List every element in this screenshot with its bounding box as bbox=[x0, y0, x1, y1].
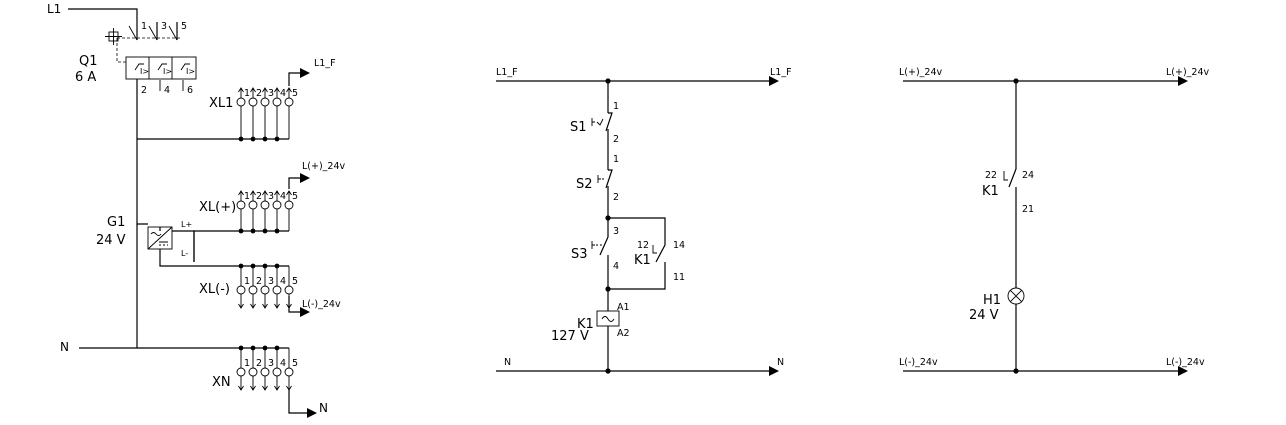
g1-name: G1 bbox=[107, 215, 126, 230]
s3-pin-4: 4 bbox=[613, 261, 620, 272]
terminal-strip-xlm bbox=[199, 264, 341, 317]
xlm-bus bbox=[160, 249, 289, 266]
xl(-)-pin-label-1: 1 bbox=[244, 276, 251, 287]
k1-coil-symbol bbox=[602, 317, 614, 322]
l1-wire bbox=[68, 9, 137, 40]
xl(-)-pin-label-4: 4 bbox=[280, 276, 287, 287]
s2-pin-2: 2 bbox=[613, 192, 620, 203]
k1-hold-pin-12: 12 bbox=[637, 240, 650, 251]
k1-coil-rating: 127 V bbox=[551, 329, 589, 344]
xl(-)-pin-label-5: 5 bbox=[292, 276, 299, 287]
h1-rating: 24 V bbox=[969, 308, 999, 323]
s1-actuator bbox=[592, 118, 603, 126]
xl(+)-terminal-1 bbox=[237, 201, 245, 209]
control-bottom-left-label: N bbox=[504, 357, 512, 368]
xn-pin-label-3: 3 bbox=[268, 358, 275, 369]
xl1-lead-4 bbox=[275, 88, 280, 98]
g1-dc-symbol bbox=[159, 242, 168, 245]
signal-section bbox=[899, 67, 1210, 376]
xl(+)-bus-dot-2 bbox=[251, 229, 256, 234]
k1-signal-mark bbox=[1004, 171, 1008, 180]
xl1-terminal-1 bbox=[237, 98, 245, 106]
xl(-)-bus-dot-3 bbox=[263, 264, 268, 269]
xlp-output-wire bbox=[289, 178, 300, 189]
q1-pin-2: 2 bbox=[141, 85, 148, 96]
k1-signal-pin-24: 24 bbox=[1022, 170, 1035, 181]
k1-hold-contact bbox=[608, 218, 685, 289]
s3-contact bbox=[600, 218, 608, 289]
xlm-output-wire bbox=[289, 296, 300, 312]
g1-plus-wire bbox=[160, 227, 194, 262]
xn-bus-dot-2 bbox=[251, 346, 256, 351]
s2-actuator bbox=[598, 175, 604, 183]
control-top-right-label: L1_F bbox=[770, 67, 792, 78]
terminal-strip-xlp bbox=[199, 161, 346, 233]
q1-to-g1-wire bbox=[137, 79, 148, 224]
l1-label: L1 bbox=[47, 2, 62, 16]
g1-rating: 24 V bbox=[96, 233, 126, 248]
xn-output-wire bbox=[289, 390, 307, 413]
xl(-)-bus-dot-2 bbox=[251, 264, 256, 269]
xl(+)-lead-3 bbox=[263, 191, 268, 201]
k1-coil bbox=[551, 289, 630, 371]
s2-contact bbox=[606, 162, 612, 218]
xn-pin-label-5: 5 bbox=[292, 358, 299, 369]
xl(+)-lead-5 bbox=[287, 191, 292, 201]
xl(+)-terminal-2 bbox=[249, 201, 257, 209]
q1-breaker bbox=[75, 21, 196, 96]
g1-power-supply bbox=[96, 215, 192, 258]
xl(+)-pin-label-1: 1 bbox=[244, 191, 251, 202]
xlm-output-label: L(-)_24v bbox=[302, 299, 341, 310]
q1-pin-5: 5 bbox=[181, 21, 188, 32]
xn-name: XN bbox=[212, 375, 231, 390]
s3-actuator bbox=[592, 241, 602, 249]
k1-hold-pin-14: 14 bbox=[673, 240, 686, 251]
xl1-lead-1 bbox=[239, 88, 244, 98]
signal-top-left-label: L(+)_24v bbox=[899, 67, 943, 78]
xn-pin-label-1: 1 bbox=[244, 358, 251, 369]
xl(+)-pin-label-4: 4 bbox=[280, 191, 287, 202]
xl1-bus-dot-1 bbox=[239, 137, 244, 142]
xl(+)-bus-dot-3 bbox=[263, 229, 268, 234]
xl(+)-terminal-5 bbox=[285, 201, 293, 209]
k1-coil-pin-a2: A2 bbox=[617, 328, 630, 339]
xn-terminal-2 bbox=[249, 368, 257, 376]
g1-minus-label: L- bbox=[181, 249, 189, 258]
xl1-lead-3 bbox=[263, 88, 268, 98]
k1-hold-mark bbox=[653, 245, 657, 253]
s3-pin-3: 3 bbox=[613, 226, 620, 237]
xl1-bus-dot-3 bbox=[263, 137, 268, 142]
control-section bbox=[496, 67, 792, 376]
xl(-)-bus-dot-1 bbox=[239, 264, 244, 269]
xl(-)-terminal-3 bbox=[261, 286, 269, 294]
xl1-output-wire bbox=[289, 73, 300, 86]
s1-stop-button bbox=[570, 81, 619, 162]
k1-signal-pin-22: 22 bbox=[985, 170, 998, 181]
q1-pin-6: 6 bbox=[187, 85, 194, 96]
terminal-strip-xl1 bbox=[209, 58, 336, 141]
xl(-)-terminal-4 bbox=[273, 286, 281, 294]
n-label: N bbox=[60, 340, 69, 354]
k1-signal-contact bbox=[982, 81, 1034, 288]
xl(-)-terminal-5 bbox=[285, 286, 293, 294]
terminal-strip-xn bbox=[212, 346, 328, 418]
xl(+)-pin-label-5: 5 bbox=[292, 191, 299, 202]
q1-handle-cross bbox=[105, 28, 122, 45]
k1-coil-pin-a1: A1 bbox=[617, 302, 630, 313]
xl1-terminal-5 bbox=[285, 98, 293, 106]
xl(+)-lead-1 bbox=[239, 191, 244, 201]
q1-trip-symbol-1: I> bbox=[140, 67, 150, 76]
xl1-lead-2 bbox=[251, 88, 256, 98]
xlp-output-label: L(+)_24v bbox=[302, 161, 346, 172]
k1-hold-name: K1 bbox=[634, 253, 651, 268]
xl(+)-bus-dot-1 bbox=[239, 229, 244, 234]
xn-terminal-3 bbox=[261, 368, 269, 376]
h1-lamp bbox=[969, 288, 1024, 371]
xl1-pin-label-1: 1 bbox=[244, 88, 251, 99]
xl1-terminal-3 bbox=[261, 98, 269, 106]
signal-bottom-left-label: L(-)_24v bbox=[899, 357, 938, 368]
xl1-pin-label-3: 3 bbox=[268, 88, 275, 99]
xl1-output-label: L1_F bbox=[314, 58, 336, 69]
k1-signal-pin-21: 21 bbox=[1022, 204, 1035, 215]
xlp-bus bbox=[194, 231, 289, 262]
s1-pin-2: 2 bbox=[613, 134, 620, 145]
q1-name: Q1 bbox=[79, 54, 98, 69]
control-top-left-label: L1_F bbox=[496, 67, 518, 78]
xl1-lead-5 bbox=[287, 88, 292, 98]
xl(-)-bus-dot-4 bbox=[275, 264, 280, 269]
xl1-pin-label-4: 4 bbox=[280, 88, 287, 99]
s2-pin-1: 1 bbox=[613, 154, 620, 165]
xl(+)-terminal-3 bbox=[261, 201, 269, 209]
xl(-)-pin-label-2: 2 bbox=[256, 276, 263, 287]
xl1-terminal-2 bbox=[249, 98, 257, 106]
s3-start-button bbox=[571, 218, 619, 289]
s1-contact bbox=[606, 81, 612, 162]
xlm-name: XL(-) bbox=[199, 282, 230, 297]
q1-pin-4: 4 bbox=[164, 85, 171, 96]
xn-bus-dot-1 bbox=[239, 346, 244, 351]
xl1-pin-label-5: 5 bbox=[292, 88, 299, 99]
xn-output-label: N bbox=[319, 401, 328, 415]
h1-name: H1 bbox=[983, 293, 1002, 308]
q1-rating: 6 A bbox=[75, 70, 97, 85]
xn-pin-label-4: 4 bbox=[280, 358, 287, 369]
xn-terminal-1 bbox=[237, 368, 245, 376]
power-section bbox=[47, 2, 346, 418]
xl(+)-pin-label-2: 2 bbox=[256, 191, 263, 202]
q1-pin-1: 1 bbox=[141, 21, 148, 32]
s2-name: S2 bbox=[576, 177, 593, 192]
xl(-)-terminal-1 bbox=[237, 286, 245, 294]
k1-coil-name: K1 bbox=[577, 317, 594, 332]
xl1-pin-label-2: 2 bbox=[256, 88, 263, 99]
s3-name: S3 bbox=[571, 247, 588, 262]
q1-trip-symbol-3: I> bbox=[186, 67, 196, 76]
q1-trip-symbol-2: I> bbox=[163, 67, 173, 76]
xn-bus-dot-3 bbox=[263, 346, 268, 351]
xl(-)-pin-label-3: 3 bbox=[268, 276, 275, 287]
k1-signal-wire bbox=[1009, 81, 1016, 288]
xn-output-arrow bbox=[307, 408, 317, 418]
q1-pin-3: 3 bbox=[161, 21, 168, 32]
xn-bus-dot-4 bbox=[275, 346, 280, 351]
k1-signal-name: K1 bbox=[982, 184, 999, 199]
xl(+)-lead-4 bbox=[275, 191, 280, 201]
xn-terminal-5 bbox=[285, 368, 293, 376]
xl1-name: XL1 bbox=[209, 96, 234, 111]
signal-top-right-label: L(+)_24v bbox=[1166, 67, 1210, 78]
k1-hold-pin-11: 11 bbox=[673, 272, 686, 283]
g1-ac-symbol bbox=[151, 233, 161, 236]
xl(+)-lead-2 bbox=[251, 191, 256, 201]
xlp-output-arrow bbox=[300, 173, 310, 183]
xl(+)-bus-dot-4 bbox=[275, 229, 280, 234]
xl1-terminal-4 bbox=[273, 98, 281, 106]
xl(+)-terminal-4 bbox=[273, 201, 281, 209]
xlp-name: XL(+) bbox=[199, 200, 237, 215]
xl(-)-terminal-2 bbox=[249, 286, 257, 294]
control-bottom-right-label: N bbox=[777, 357, 785, 368]
g1-plus-label: L+ bbox=[181, 220, 193, 229]
xl1-bus-dot-2 bbox=[251, 137, 256, 142]
xl(+)-pin-label-3: 3 bbox=[268, 191, 275, 202]
signal-bottom-right-label: L(-)_24v bbox=[1166, 357, 1205, 368]
xn-terminal-4 bbox=[273, 368, 281, 376]
xl1-bus-dot-4 bbox=[275, 137, 280, 142]
s1-pin-1: 1 bbox=[613, 101, 620, 112]
s1-name: S1 bbox=[570, 120, 587, 135]
xn-pin-label-2: 2 bbox=[256, 358, 263, 369]
xl1-output-arrow bbox=[300, 68, 310, 78]
s2-button bbox=[576, 154, 619, 218]
